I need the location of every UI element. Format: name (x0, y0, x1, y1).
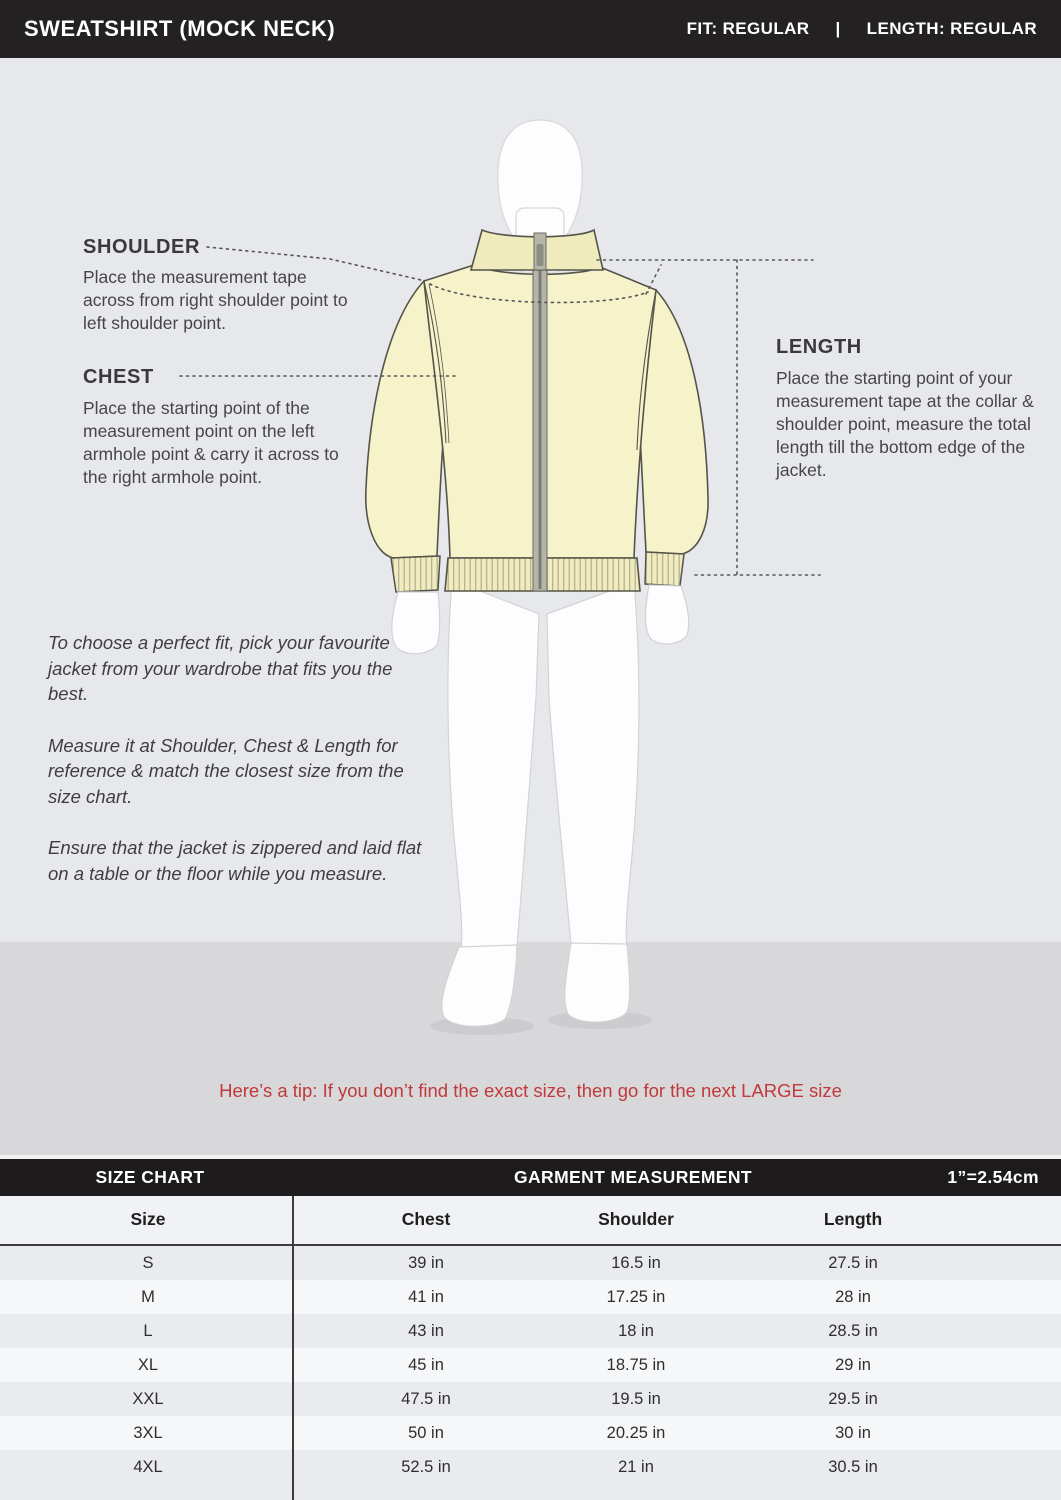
measurement-illustration (0, 58, 1061, 1155)
size-value: S (142, 1254, 154, 1272)
header-bar (0, 0, 1061, 58)
shoulder-value: 17.25 in (606, 1288, 666, 1306)
shoulder-value: 18 in (618, 1322, 654, 1340)
right-hand (646, 585, 689, 644)
col-header-length: Length (823, 1209, 883, 1229)
mannequin-lower-body (442, 580, 639, 1026)
col-header-shoulder: Shoulder (598, 1209, 674, 1229)
length-value: 29.5 in (828, 1390, 878, 1408)
fit-instructions-para2: Measure it at Shoulder, Chest & Length for reference & match the closest size from the size chart. (48, 734, 404, 807)
size-value: L (143, 1322, 153, 1340)
chest-value: 39 in (408, 1254, 444, 1272)
garment-measurement-label: GARMENT MEASUREMENT (513, 1167, 752, 1187)
col-header-size: Size (130, 1209, 166, 1229)
table-row (0, 1348, 1061, 1382)
shoulder-value: 19.5 in (611, 1390, 661, 1408)
size-chart-section (0, 1155, 1061, 1500)
mannequin-figure-svg (0, 58, 1061, 1155)
table-row (0, 1246, 1061, 1280)
fit-label: FIT: REGULAR (686, 19, 810, 38)
fit-info (687, 19, 1037, 39)
length-value: 30.5 in (828, 1458, 878, 1476)
table-row (0, 1416, 1061, 1450)
shoulder-value: 21 in (618, 1458, 654, 1476)
length-value: 28 in (835, 1288, 871, 1306)
table-row (0, 1382, 1061, 1416)
chest-value: 47.5 in (401, 1390, 451, 1408)
fit-instructions (48, 630, 428, 912)
table-column-divider (292, 1196, 294, 1500)
chest-value: 50 in (408, 1424, 444, 1442)
shoulder-value: 20.25 in (606, 1424, 666, 1442)
right-cuff-rib (645, 552, 684, 586)
size-value: 4XL (133, 1458, 163, 1476)
table-header-row (0, 1196, 1061, 1244)
chest-value: 45 in (408, 1356, 444, 1374)
fit-instructions-para1: To choose a perfect fit, pick your favourite jacket from your wardrobe that fits you the best. (48, 632, 393, 705)
size-value: 3XL (133, 1424, 163, 1442)
chest-value: 52.5 in (401, 1458, 451, 1476)
length-annotation-title: LENGTH (776, 336, 862, 358)
size-chart-header-bar (0, 1159, 1061, 1196)
length-value: 29 in (835, 1356, 871, 1374)
shoulder-value: 18.75 in (606, 1356, 666, 1374)
size-value: M (141, 1288, 155, 1306)
table-row (0, 1280, 1061, 1314)
jacket-graphic (366, 230, 708, 654)
chest-annotation-title: CHEST (83, 366, 154, 388)
length-label: LENGTH: REGULAR (866, 19, 1037, 38)
length-annotation-body: Place the starting point of your measurement tape at the collar & shoulder point, measure the total length till the bottom edge of the jacket. (776, 368, 1034, 481)
page-title: SWEATSHIRT (MOCK NECK) (24, 16, 336, 41)
length-value: 28.5 in (828, 1322, 878, 1340)
size-tip-text: Here’s a tip: If you don’t find the exact size, then go for the next LARGE size (219, 1080, 842, 1101)
chest-annotation-body: Place the starting point of the measurement point on the left armhole point & carry it across to the right armhole point. (83, 398, 339, 488)
shoulder-value: 16.5 in (611, 1254, 661, 1272)
size-value: XXL (132, 1390, 164, 1408)
table-row (0, 1450, 1061, 1484)
size-chart-label: SIZE CHART (95, 1167, 205, 1187)
shoulder-annotation-body: Place the measurement tape across from right shoulder point to left shoulder point. (83, 267, 348, 334)
shoulder-annotation-title: SHOULDER (83, 236, 201, 258)
fit-length-separator: | (835, 19, 841, 38)
table-row (0, 1314, 1061, 1348)
fit-instructions-para3: Ensure that the jacket is zippered and laid flat on a table or the floor while you measure. (48, 837, 422, 884)
chest-value: 43 in (408, 1322, 444, 1340)
length-value: 27.5 in (828, 1254, 878, 1272)
col-header-chest: Chest (401, 1209, 451, 1229)
unit-conversion-label: 1”=2.54cm (947, 1167, 1039, 1187)
length-value: 30 in (835, 1424, 871, 1442)
zipper-pull (537, 244, 544, 266)
size-value: XL (137, 1356, 159, 1374)
left-cuff-rib (391, 556, 440, 592)
chest-value: 41 in (408, 1288, 444, 1306)
